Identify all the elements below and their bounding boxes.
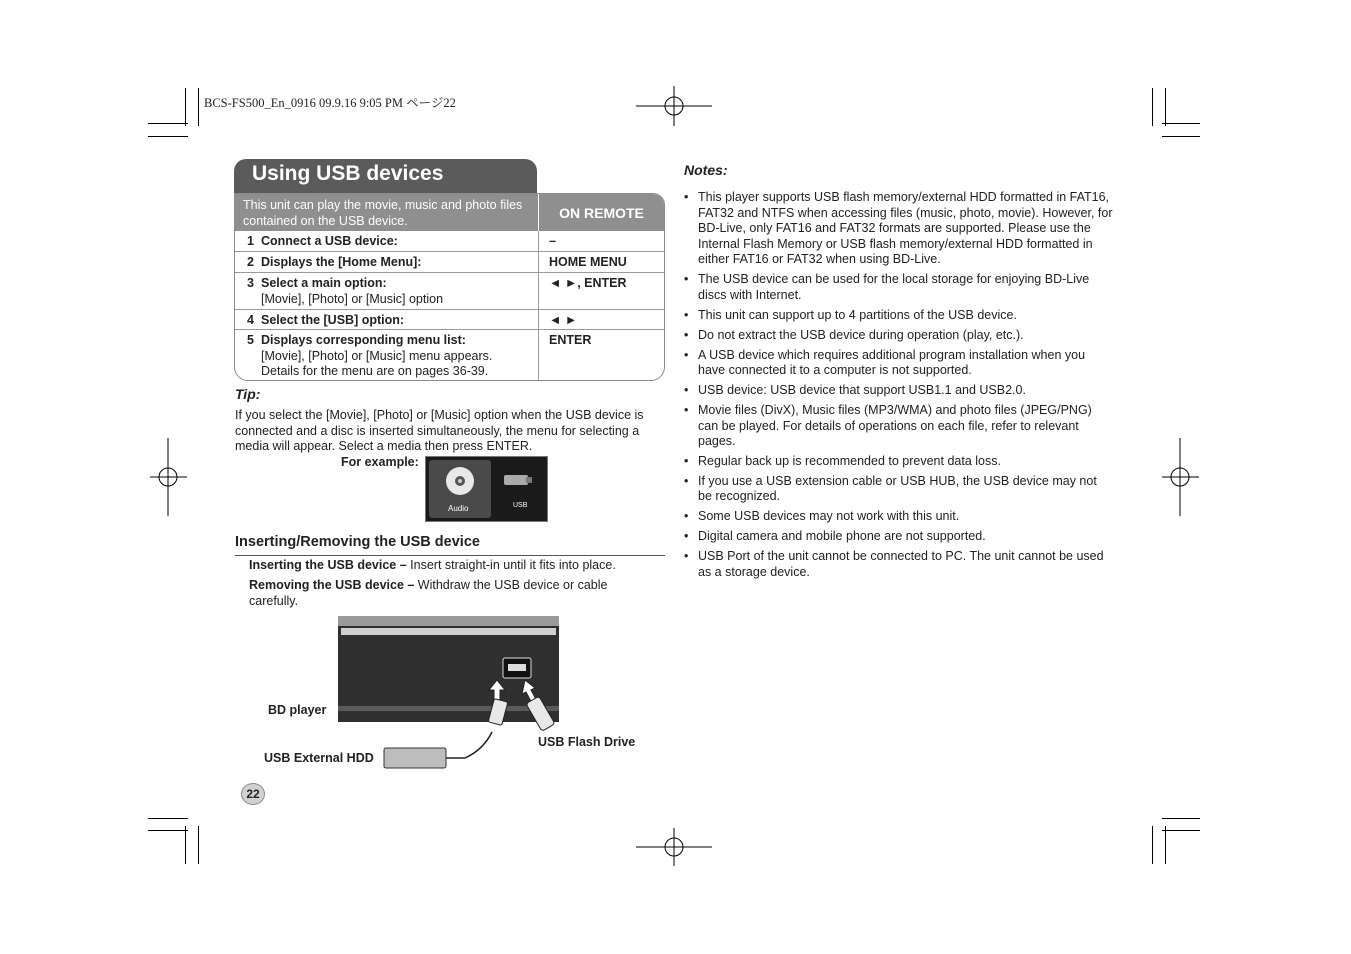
media-select-illustration bbox=[426, 457, 547, 521]
usb-external-hdd-label: USB External HDD bbox=[264, 751, 374, 765]
list-item: • If you use a USB extension cable or USB HUB, the USB device may not be recognized. bbox=[684, 474, 1114, 505]
list-item: • Some USB devices may not work with this unit. bbox=[684, 509, 1114, 525]
list-item: • Do not extract the USB device during operation (play, etc.). bbox=[684, 328, 1114, 344]
list-item: • Movie files (DivX), Music files (MP3/WMA) and photo files (JPEG/PNG) can be played. For details of operations on each file, refer to relevant pages. bbox=[684, 403, 1114, 450]
list-item: • Regular back up is recommended to prevent data loss. bbox=[684, 454, 1114, 470]
section-title-tab bbox=[234, 159, 537, 195]
page-number: 22 bbox=[241, 783, 265, 805]
step-label: Connect a USB device: bbox=[261, 234, 398, 248]
remove-instruction: Removing the USB device – Withdraw the USB device or cable carefully. bbox=[249, 578, 608, 608]
step-remote-key: ENTER bbox=[538, 330, 664, 381]
example-item-audio: Audio bbox=[448, 504, 469, 513]
step-number: 4 bbox=[247, 313, 254, 327]
insert-section-heading: Inserting/Removing the USB device bbox=[235, 534, 480, 550]
list-item: • The USB device can be used for the local storage for enjoying BD-Live discs with Internet. bbox=[684, 272, 1114, 303]
print-header: BCS-FS500_En_0916 09.9.16 9:05 PM ページ22 bbox=[204, 96, 456, 110]
usb-flash-drive-label: USB Flash Drive bbox=[538, 735, 636, 749]
list-item: • This player supports USB flash memory/external HDD formatted in FAT16, FAT32 and NTFS when accessing files (music, photo, movie). However, for BD-Live, only FAT16 and FAT32 formats are supported. Please use the Internal Flash Memory or USB flash memory/external HDD formatted in either FAT16 or FAT32 when using BD-Live. bbox=[684, 190, 1114, 268]
example-label: For example: bbox=[341, 455, 419, 469]
step-remote-key: HOME MENU bbox=[538, 252, 664, 272]
on-remote-header: ON REMOTE bbox=[538, 194, 664, 231]
insert-instruction: Inserting the USB device – Insert straight-in until it fits into place. bbox=[249, 558, 616, 572]
tip-text: If you select the [Movie], [Photo] or [Music] option when the USB device is connected and a disc is inserted simultaneously, the menu for selecting a media will appear. Select a media then press ENTER. bbox=[235, 408, 644, 453]
intro-text: This unit can play the movie, music and photo files contained on the USB device. bbox=[235, 194, 538, 231]
step-remote-key: – bbox=[538, 231, 664, 251]
list-item: • Digital camera and mobile phone are not supported. bbox=[684, 529, 1114, 545]
step-number: 1 bbox=[247, 234, 254, 248]
step-row bbox=[235, 273, 664, 310]
step-remote-key: ◄ ► bbox=[538, 310, 664, 329]
steps-table bbox=[235, 231, 664, 381]
notes-list bbox=[684, 190, 1114, 585]
step-number: 2 bbox=[247, 255, 254, 269]
tip-heading: Tip: bbox=[235, 386, 261, 402]
step-detail: [Movie], [Photo] or [Music] option bbox=[261, 291, 444, 306]
step-row bbox=[235, 330, 664, 381]
step-detail: Details for the menu are on pages 36-39. bbox=[261, 364, 489, 378]
section-title: Using USB devices bbox=[252, 162, 444, 185]
section-divider bbox=[235, 555, 665, 556]
list-item: • This unit can support up to 4 partitions of the USB device. bbox=[684, 308, 1114, 324]
step-row bbox=[235, 231, 664, 252]
list-item: • USB Port of the unit cannot be connected to PC. The unit cannot be used as a storage device. bbox=[684, 549, 1114, 580]
steps-panel bbox=[234, 193, 665, 381]
step-label: Select the [USB] option: bbox=[261, 313, 405, 327]
step-label: Displays the [Home Menu]: bbox=[261, 255, 422, 269]
step-detail: [Movie], [Photo] or [Music] menu appears. bbox=[261, 348, 493, 363]
example-item-usb: USB bbox=[513, 502, 528, 509]
example-menu-image bbox=[425, 456, 548, 522]
step-label: Select a main option: [Movie], [Photo] or [Music] option bbox=[261, 276, 444, 306]
list-item: • USB device: USB device that support USB1.1 and USB2.0. bbox=[684, 383, 1114, 399]
step-remote-key: ◄ ►, ENTER bbox=[538, 273, 664, 309]
step-row bbox=[235, 252, 664, 273]
bd-player-label: BD player bbox=[268, 703, 327, 717]
step-number: 3 bbox=[247, 276, 254, 290]
step-number: 5 bbox=[247, 333, 254, 347]
list-item: • A USB device which requires additional program installation when you have connected it to a computer is not supported. bbox=[684, 348, 1114, 379]
notes-heading: Notes: bbox=[684, 162, 728, 178]
step-label: Displays corresponding menu list: [Movie], [Photo] or [Music] menu appears. Details for the menu are on pages 36-39. bbox=[261, 333, 493, 378]
step-row bbox=[235, 310, 664, 330]
